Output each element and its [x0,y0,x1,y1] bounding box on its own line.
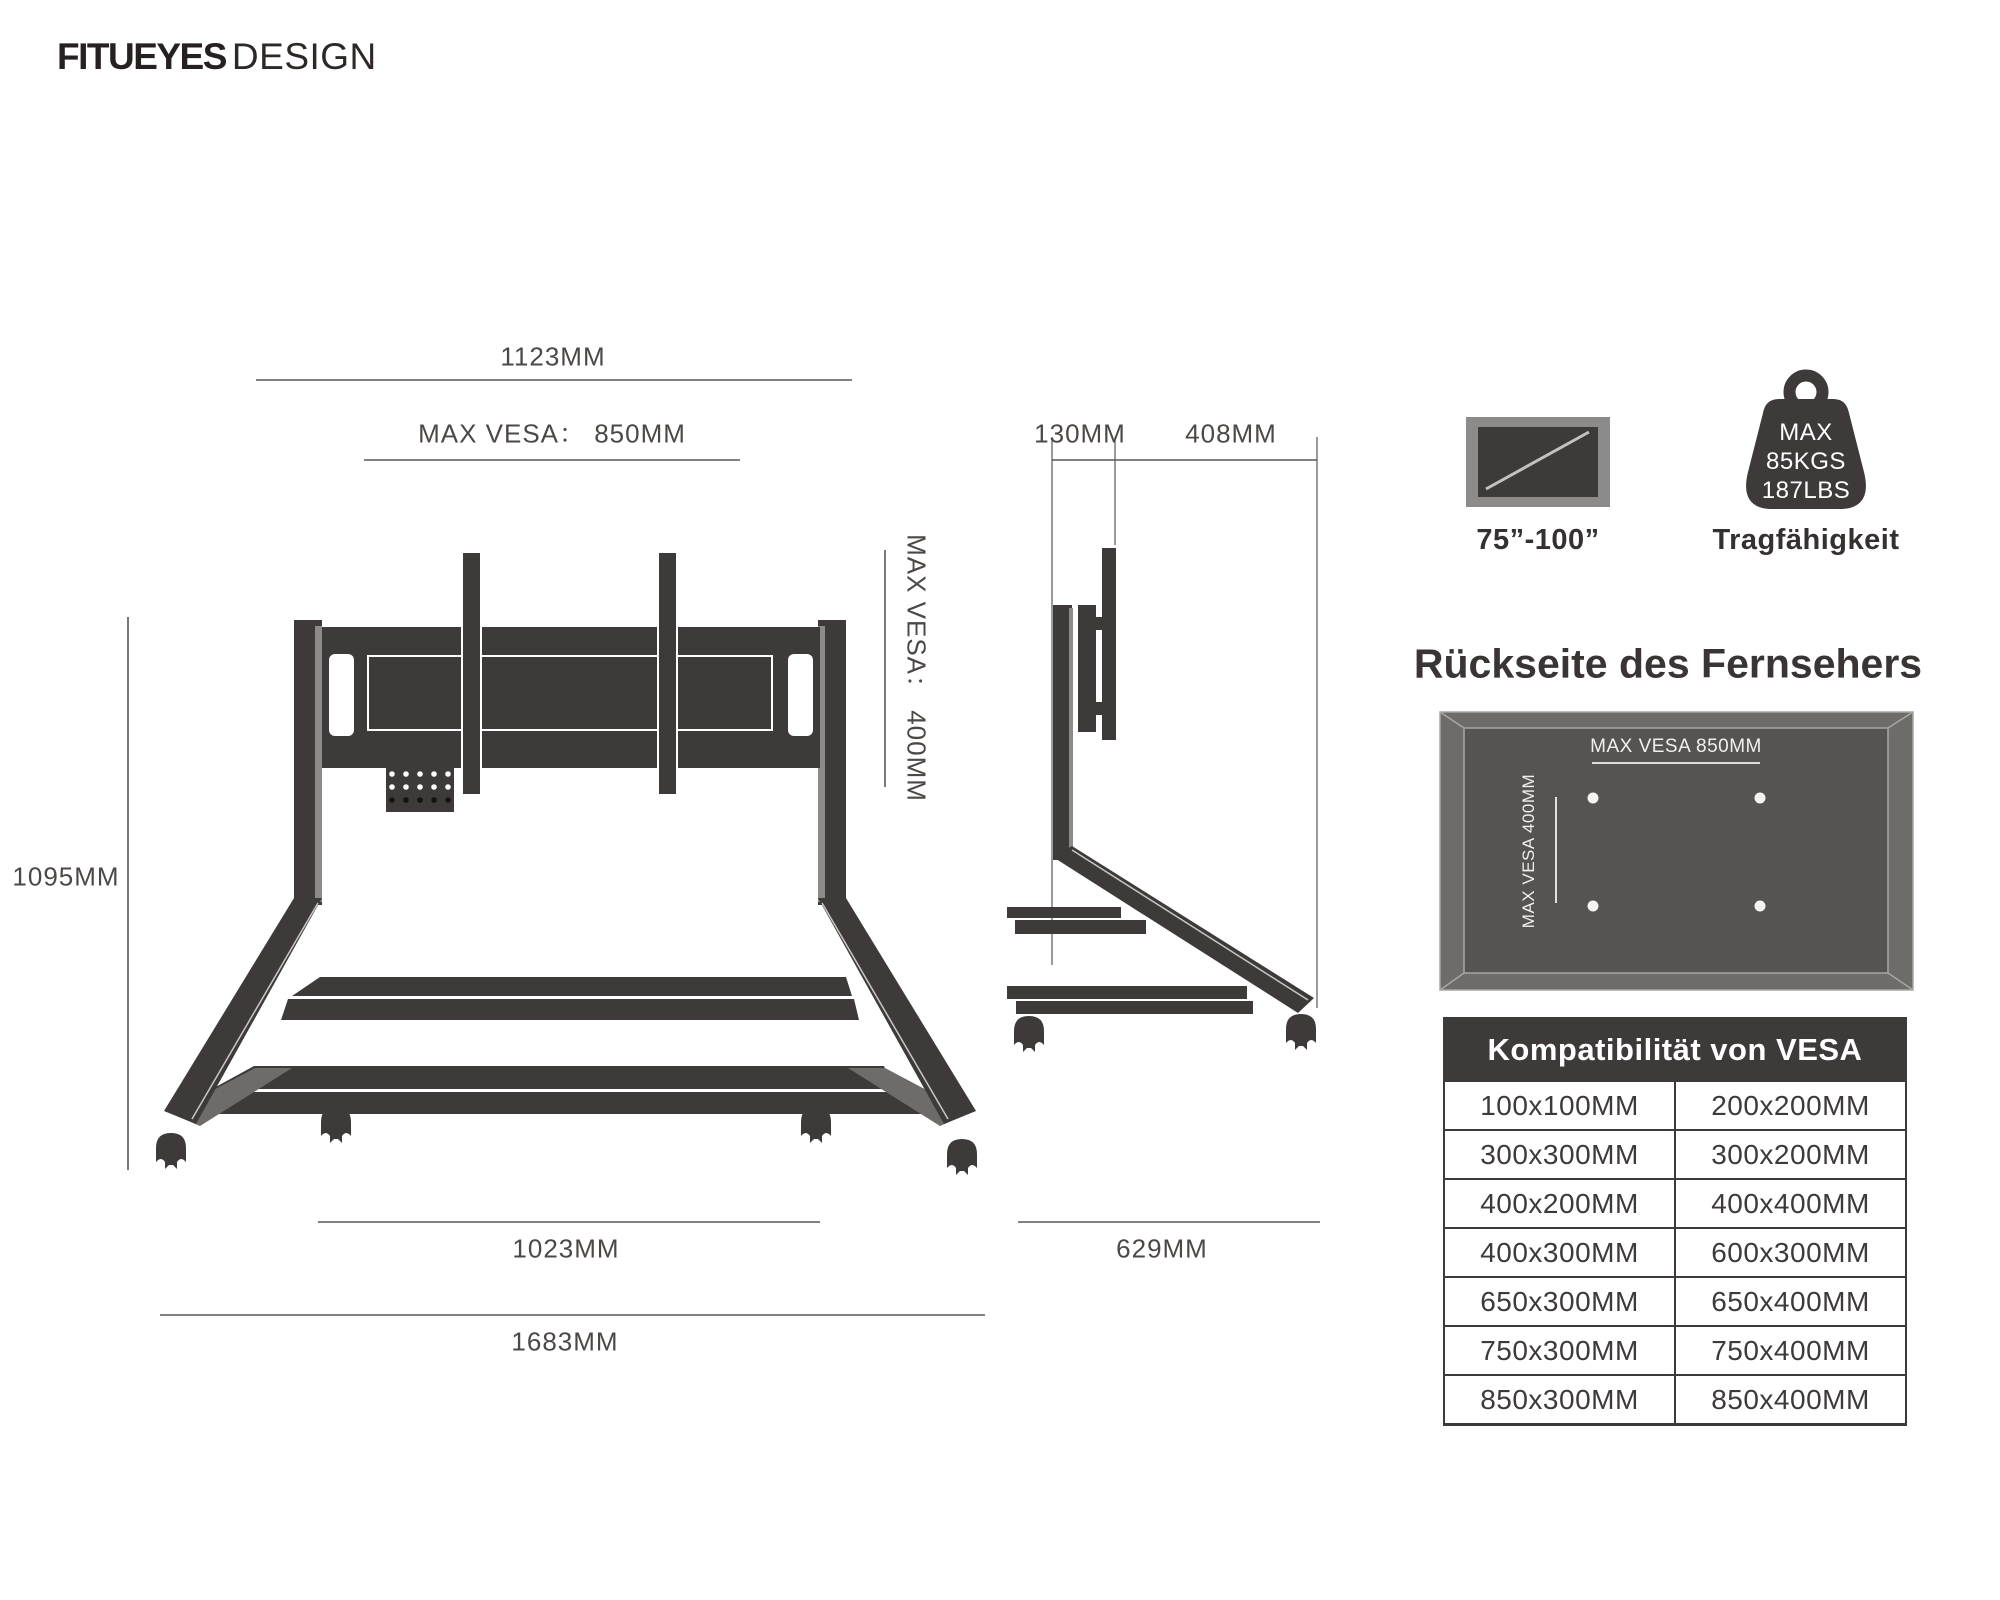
table-row [1445,1080,1905,1129]
front-casters [156,1107,977,1175]
table-row [1445,1129,1905,1178]
capacity-line-max: MAX [1779,419,1833,446]
vesa-table-header: Kompatibilität von VESA [1445,1019,1905,1080]
vesa-cell: 100x100MM [1480,1089,1639,1121]
tv-back-title: Rückseite des Fernsehers [1413,640,1923,687]
brand-logo-bold: FITUEYES [57,36,226,77]
dim-label-depth-back: 408MM [1185,418,1277,449]
capacity-line-lbs: 187LBS [1761,477,1851,504]
vesa-compatibility-table [1443,1017,1907,1426]
dim-label-max-vesa-vertical: MAX VESA： 400MM [901,534,932,802]
vesa-cell: 850x400MM [1674,1376,1905,1423]
vesa-cell: 400x200MM [1480,1187,1639,1219]
vesa-cell: 400x300MM [1480,1236,1639,1268]
dim-label-depth-front: 130MM [1034,418,1126,449]
vesa-cell: 650x300MM [1480,1285,1639,1317]
front-view-drawing [156,552,977,1175]
vesa-cell: 200x200MM [1674,1082,1905,1129]
dim-label-top-width: 1123MM [500,341,606,372]
table-row [1445,1227,1905,1276]
vesa-cell: 300x300MM [1480,1138,1639,1170]
table-row [1445,1325,1905,1374]
dim-label-total-width: 1683MM [511,1326,619,1357]
dim-label-max-vesa-horizontal: MAX VESA： 850MM [418,418,686,449]
side-frame [1053,548,1314,1013]
tv-size-icon [1466,417,1610,507]
vesa-cell: 300x200MM [1674,1131,1905,1178]
dim-label-base-depth: 629MM [1116,1233,1208,1264]
dim-label-height: 1095MM [12,861,120,892]
front-shelves [198,977,938,1114]
side-casters [1014,1014,1316,1052]
vesa-cell: 600x300MM [1674,1229,1905,1276]
vesa-cell: 400x400MM [1674,1180,1905,1227]
table-row [1445,1178,1905,1227]
vesa-cell: 750x300MM [1480,1334,1639,1366]
vesa-cell: 650x400MM [1674,1278,1905,1325]
front-cable-bracket [386,768,454,812]
table-row [1445,1374,1905,1423]
table-row [1445,1276,1905,1325]
tv-back-max-vesa-horizontal: MAX VESA 850MM [1590,736,1762,757]
capacity-value-text [1744,418,1868,505]
capacity-line-kgs: 85KGS [1766,448,1846,475]
tv-back-max-vesa-vertical: MAX VESA 400MM [1519,773,1538,929]
dim-label-inner-width: 1023MM [512,1233,620,1264]
side-view-drawing [1007,548,1316,1052]
tv-size-range-label: 75”-100” [1476,524,1600,556]
vesa-cell: 750x400MM [1674,1327,1905,1374]
vesa-cell: 850x300MM [1480,1383,1639,1415]
front-mount [322,552,820,812]
brand-logo-light: DESIGN [231,36,377,77]
capacity-title-label: Tragfähigkeit [1712,524,1900,556]
